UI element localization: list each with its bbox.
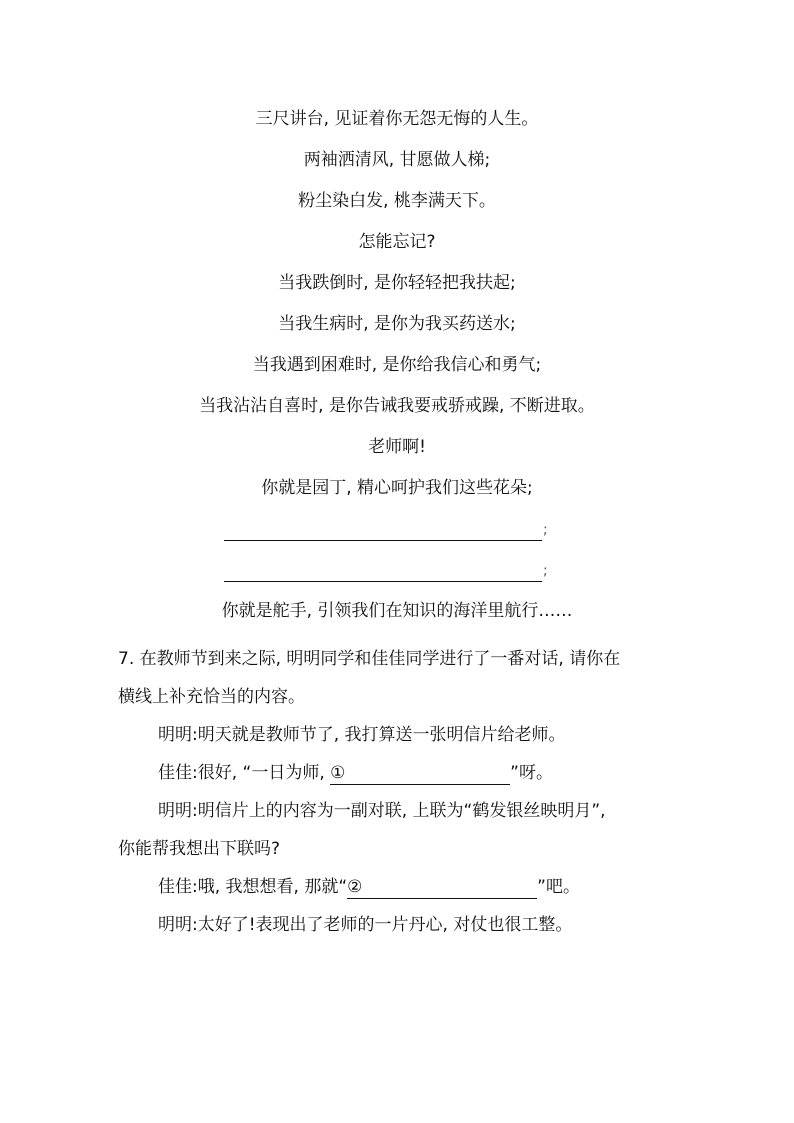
dialogue-line: 明明:明信片上的内容为一副对联, 上联为“鹤发银丝映明月”,: [158, 801, 606, 821]
answer-blank[interactable]: [224, 540, 542, 541]
dialogue-line: 明明:太好了!表现出了老师的一片丹心, 对仗也很工整。: [158, 915, 573, 935]
dialogue-text: ”吧。: [537, 877, 580, 897]
poem-line: 当我遇到困难时, 是你给我信心和勇气;: [252, 355, 542, 375]
dialogue-line-blank-2: [118, 868, 678, 906]
blank-marker: ①: [330, 763, 346, 783]
blank-marker: ②: [347, 877, 363, 897]
poem-line: 你就是园丁, 精心呵护我们这些花朵;: [261, 478, 533, 498]
poem-line-last: 你就是舵手, 引领我们在知识的海洋里航行……: [221, 601, 573, 621]
dialogue-line-blank-1: [118, 754, 678, 792]
poem-line: 粉尘染白发, 桃李满天下。: [298, 191, 496, 211]
poem-blank-line-1[interactable]: [0, 514, 794, 555]
answer-blank-1[interactable]: [330, 762, 510, 785]
poem: [0, 104, 794, 637]
dialogue-text: 佳佳:哦, 我想想看, 那就“: [158, 877, 348, 897]
poem-line: 两袖洒清风, 甘愿做人梯;: [303, 150, 491, 170]
question-7: [118, 640, 678, 944]
poem-line: 当我跌倒时, 是你轻轻把我扶起;: [278, 273, 516, 293]
poem-line: 怎能忘记?: [358, 232, 436, 252]
dialogue-text: ”呀。: [510, 763, 553, 783]
answer-blank[interactable]: [224, 581, 542, 582]
blank-punctuation: ;: [543, 563, 548, 579]
answer-blank-2[interactable]: [347, 876, 537, 899]
poem-line: 当我沾沾自喜时, 是你告诫我要戒骄戒躁, 不断进取。: [199, 396, 595, 416]
dialogue-line: 明明:明天就是教师节了, 我打算送一张明信片给老师。: [158, 725, 566, 745]
blank-punctuation: ;: [543, 522, 548, 538]
poem-blank-line-2[interactable]: [0, 555, 794, 596]
question-prompt: 7. 在教师节到来之际, 明明同学和佳佳同学进行了一番对话, 请你在: [118, 649, 621, 669]
poem-line: 三尺讲台, 见证着你无怨无悔的人生。: [255, 109, 539, 129]
dialogue-text: 佳佳:很好, “一日为师,: [158, 763, 331, 783]
question-prompt-cont: 横线上补充恰当的内容。: [118, 687, 305, 707]
poem-line: 当我生病时, 是你为我买药送水;: [278, 314, 516, 334]
poem-line: 老师啊!: [368, 437, 426, 457]
dialogue-line-cont: 你能帮我想出下联吗?: [118, 839, 281, 859]
